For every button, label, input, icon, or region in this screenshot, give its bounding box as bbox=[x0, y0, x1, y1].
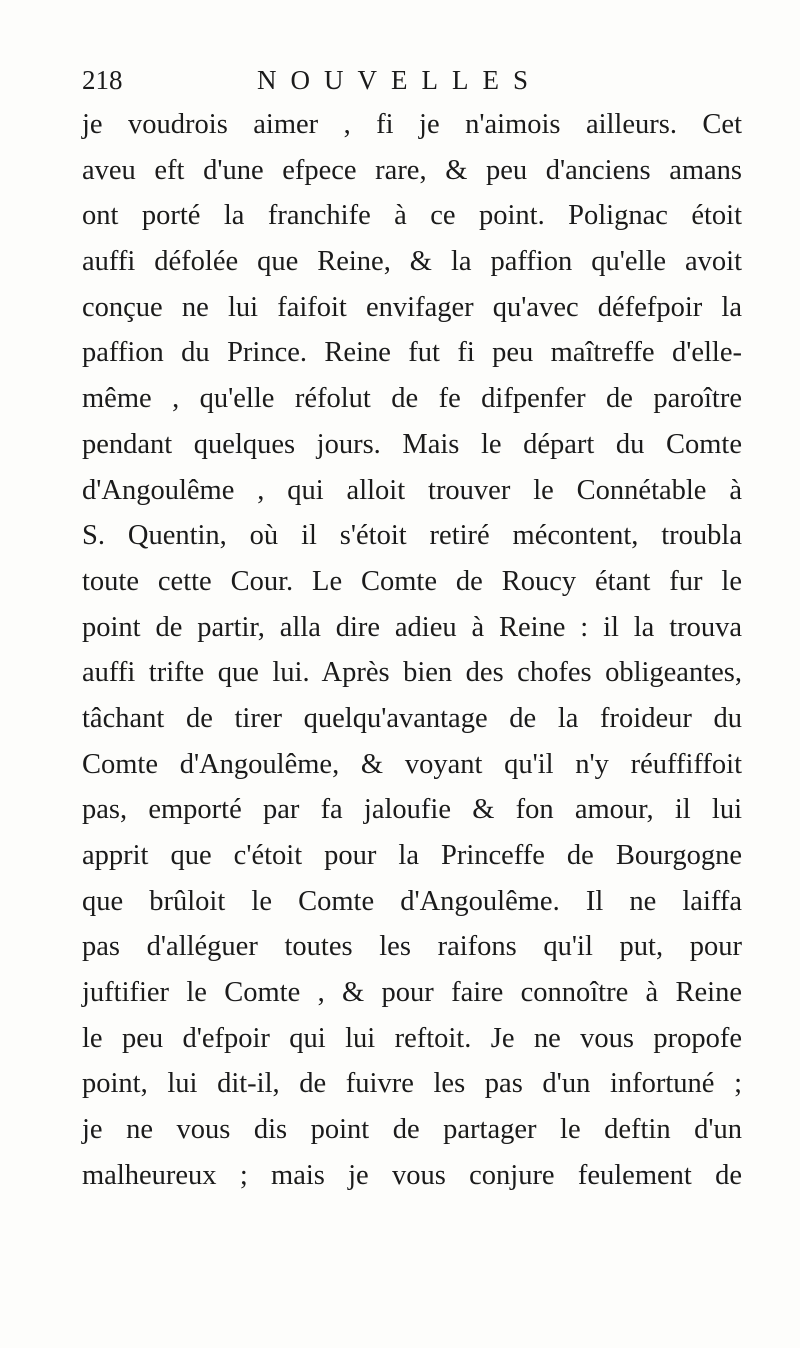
text-line: ont porté la franchife à ce point. Polignac étoit bbox=[82, 200, 742, 232]
text-line: Comte d'Angoulême, & voyant qu'il n'y réuffiffoit bbox=[82, 748, 742, 780]
text-line: pas d'alléguer toutes les raifons qu'il put, pour bbox=[82, 931, 742, 963]
text-line: juftifier le Comte , & pour faire connoître à Reine bbox=[82, 977, 742, 1009]
text-line: auffi trifte que lui. Après bien des chofes obligeantes, bbox=[82, 657, 742, 689]
text-line: je voudrois aimer , fi je n'aimois ailleurs. Cet bbox=[82, 109, 742, 140]
text-line: pendant quelques jours. Mais le départ du Comte bbox=[82, 428, 742, 460]
running-title: NOUVELLES bbox=[257, 65, 542, 95]
text-line: malheureux ; mais je vous conjure feulement de bbox=[82, 1159, 742, 1191]
text-line: auffi défolée que Reine, & la paffion qu'elle avoit bbox=[82, 246, 742, 278]
text-line: le peu d'efpoir qui lui reftoit. Je ne vous propofe bbox=[82, 1022, 742, 1054]
text-line: que brûloit le Comte d'Angoulême. Il ne laiffa bbox=[82, 885, 742, 917]
text-line: même , qu'elle réfolut de fe difpenfer de paroître bbox=[82, 383, 742, 415]
running-head bbox=[82, 62, 722, 102]
text-line: point, lui dit-il, de fuivre les pas d'un infortuné ; bbox=[82, 1068, 742, 1100]
text-line: je ne vous dis point de partager le deftin d'un bbox=[82, 1114, 742, 1146]
text-line: pas, emporté par fa jaloufie & fon amour, il lui bbox=[82, 794, 742, 826]
text-line: d'Angoulême , qui alloit trouver le Connétable à bbox=[82, 474, 742, 506]
text-line: aveu eft d'une efpece rare, & peu d'anciens amans bbox=[82, 154, 742, 186]
text-line: point de partir, alla dire adieu à Reine : il la trouva bbox=[82, 611, 742, 643]
body-text bbox=[82, 102, 742, 1199]
text-line: tâchant de tirer quelqu'avantage de la froideur du bbox=[82, 702, 742, 734]
text-line: apprit que c'étoit pour la Princeffe de Bourgogne bbox=[82, 840, 742, 871]
text-line: conçue ne lui faifoit envifager qu'avec défefpoir la bbox=[82, 291, 742, 323]
page-number: 218 bbox=[82, 65, 123, 95]
text-line: S. Quentin, où il s'étoit retiré mécontent, troubla bbox=[82, 520, 742, 552]
text-line: toute cette Cour. Le Comte de Roucy étant fur le bbox=[82, 565, 742, 597]
text-line: paffion du Prince. Reine fut fi peu maîtreffe d'elle- bbox=[82, 337, 742, 369]
